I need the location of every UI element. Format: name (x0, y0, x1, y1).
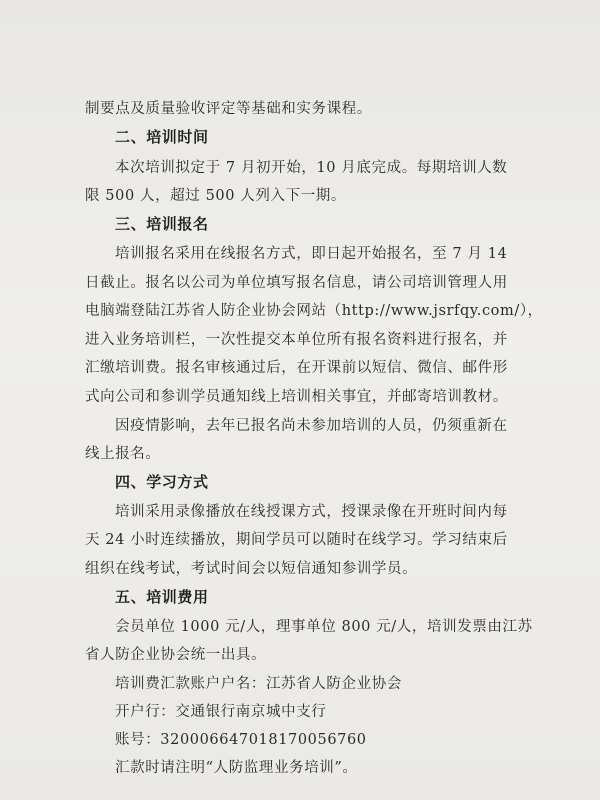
text-line: 省人防企业协会统一出具。 (85, 647, 267, 663)
text-line: 培训报名采用在线报名方式，即日起开始报名，至 7 月 14 (115, 246, 508, 262)
section-heading-training-time: 二、培训时间 (115, 128, 209, 146)
text-line: 本次培训拟定于 7 月初开始，10 月底完成。每期培训人数 (115, 160, 508, 176)
text-line: 式向公司和参训学员通知线上培训相关事宜，并邮寄培训教材。 (85, 389, 508, 405)
text-line: 制要点及质量验收评定等基础和实务课程。 (85, 101, 372, 117)
text-line: 电脑端登陆江苏省人防企业协会网站（http://www.jsrfqy.com/）， (85, 303, 543, 319)
text-line: 日截止。报名以公司为单位填写报名信息，请公司培训管理人用 (85, 275, 508, 291)
text-line: 账号：32000664701817005676​0 (115, 732, 367, 748)
section-heading-registration: 三、培训报名 (115, 215, 209, 233)
text-line: 开户行：交通银行南京城中支行 (115, 704, 327, 720)
text-line: 汇款时请注明“人防监理业务培训”。 (115, 760, 358, 776)
text-line: 线上报名。 (85, 446, 161, 462)
text-line: 会员单位 1000 元/人，理事单位 800 元/人，培训发票由江苏 (115, 619, 533, 635)
text-line: 培训采用录像播放在线授课方式，授课录像在开班时间内每 (115, 504, 508, 520)
text-line: 组织在线考试，考试时间会以短信通知参训学员。 (85, 561, 418, 577)
text-line: 培训费汇款账户户名：江苏省人防企业协会 (115, 676, 402, 692)
text-line: 限 500 人，超过 500 人列入下一期。 (85, 188, 346, 204)
section-heading-study-method: 四、学习方式 (115, 473, 209, 491)
section-heading-training-fee: 五、培训费用 (115, 588, 209, 606)
text-line: 天 24 小时连续播放，期间学员可以随时在线学习。学习结束后 (85, 532, 508, 548)
text-line: 进入业务培训栏，一次性提交本单位所有报名资料进行报名，并 (85, 332, 508, 348)
text-line: 因疫情影响，去年已报名尚未参加培训的人员，仍须重新在 (115, 418, 508, 434)
text-line: 汇缴培训费。报名审核通过后，在开课前以短信、微信、邮件形 (85, 360, 508, 376)
